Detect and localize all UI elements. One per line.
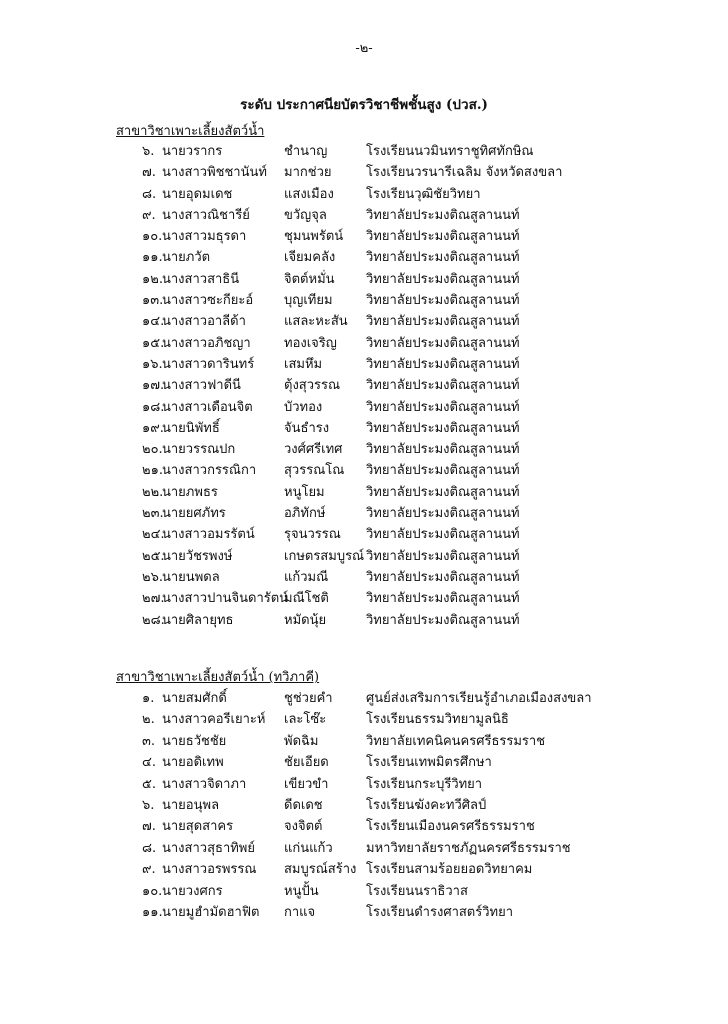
first-name: นางสาวดารินทร์	[162, 356, 255, 372]
school-name: วิทยาลัยประมงติณสูลานนท์	[366, 463, 520, 479]
first-name: นายวรากร	[162, 144, 223, 159]
last-name: จงจิตต์	[284, 819, 323, 835]
school-name: วิทยาลัยประมงติณสูลานนท์	[366, 442, 520, 458]
first-name: นางสาวมธุรดา	[162, 229, 247, 245]
item-number: ๗.	[142, 165, 156, 181]
last-name: ชุมนพรัตน์	[284, 229, 344, 245]
item-number: ๑๖.	[142, 356, 163, 372]
first-name: นางสาวอาลีด้า	[162, 314, 246, 330]
first-name: นางสาวกรรณิกา	[162, 463, 257, 479]
first-name: นางสาวปานจินดารัตน์	[162, 591, 289, 607]
school-name: โรงเรียนกระบุรีวิทยา	[366, 776, 483, 792]
school-name: วิทยาลัยประมงติณสูลานนท์	[366, 548, 520, 564]
last-name: รุจนวรรณ	[284, 527, 341, 543]
first-name: นางสาวเดือนจิต	[162, 399, 253, 415]
school-name: วิทยาลัยเทคนิคนครศรีธรรมราช	[366, 733, 546, 749]
last-name: แสละหะสัน	[284, 314, 348, 330]
first-name: นายมูฮำมัดฮาฟิต	[162, 904, 260, 920]
first-name: นายยศภัทร	[162, 506, 226, 522]
item-number: ๙.	[142, 207, 156, 223]
last-name: กาแจ	[284, 904, 316, 920]
last-name: หนูปั้น	[284, 883, 319, 899]
first-name: นายวงศกร	[162, 883, 223, 899]
item-number: ๙.	[142, 862, 156, 878]
item-number: ๑.	[142, 691, 155, 706]
school-name: วิทยาลัยประมงติณสูลานนท์	[366, 484, 520, 500]
school-name: วิทยาลัยประมงติณสูลานนท์	[366, 569, 520, 585]
school-name: โรงเรียนวรนารีเฉลิม จังหวัดสงขลา	[366, 165, 563, 181]
item-number: ๑๓.	[142, 293, 164, 309]
first-name: นางสาวอภิชญา	[162, 335, 251, 351]
page-number: -๒-	[355, 41, 373, 56]
school-name: โรงเรียนธรรมวิทยามูลนิธิ	[366, 712, 509, 728]
school-name: ศูนย์ส่งเสริมการเรียนรู้อำเภอเมืองสงขลา	[366, 691, 592, 706]
school-name: วิทยาลัยประมงติณสูลานนท์	[366, 591, 520, 607]
item-number: ๑๔.	[142, 314, 165, 330]
school-name: วิทยาลัยประมงติณสูลานนท์	[366, 229, 520, 245]
last-name: เละโซ๊ะ	[284, 712, 327, 728]
last-name: ตุ้งสุวรรณ	[284, 378, 341, 394]
item-number: ๒๖.	[142, 569, 163, 585]
school-name: วิทยาลัยประมงติณสูลานนท์	[366, 612, 520, 628]
item-number: ๒.	[142, 712, 155, 728]
last-name: ทองเจริญ	[284, 335, 337, 351]
school-name: โรงเรียนนวมินทราชูทิศทักษิณ	[366, 144, 534, 159]
school-name: วิทยาลัยประมงติณสูลานนท์	[366, 271, 520, 287]
item-number: ๘.	[142, 186, 157, 202]
first-name: นายอนุพล	[162, 797, 220, 813]
school-name: วิทยาลัยประมงติณสูลานนท์	[366, 356, 520, 372]
item-number: ๑๐.	[142, 883, 163, 899]
school-name: มหาวิทยาลัยราชภัฏนครศรีธรรมราช	[366, 840, 571, 856]
last-name: ชำนาญ	[284, 144, 328, 159]
item-number: ๖.	[142, 144, 155, 159]
last-name: มากช่วย	[284, 165, 332, 181]
last-name: ดีดเดช	[284, 797, 323, 813]
last-name: เขียวขำ	[284, 776, 329, 792]
item-number: ๒๑.	[142, 463, 163, 479]
item-number: ๑๕.	[142, 335, 165, 351]
school-name: โรงเรียนฆังคะทวีศิลป์	[366, 797, 487, 813]
last-name: ขวัญจุล	[284, 207, 327, 223]
last-name: พัดฉิม	[284, 733, 319, 749]
item-number: ๑๗.	[142, 378, 165, 394]
section-heading: สาขาวิชาเพาะเลี้ยงสัตว์น้ำ	[116, 124, 265, 139]
item-number: ๑๑.	[142, 250, 163, 266]
item-number: ๘.	[142, 840, 157, 856]
school-name: โรงเรียนเมืองนครศรีธรรมราช	[366, 819, 535, 835]
first-name: นางสาวคอรีเยาะห์	[162, 712, 266, 728]
item-number: ๑๙.	[142, 420, 164, 436]
school-name: วิทยาลัยประมงติณสูลานนท์	[366, 399, 520, 415]
item-number: ๑๑.	[142, 904, 163, 920]
school-name: วิทยาลัยประมงติณสูลานนท์	[366, 314, 520, 330]
school-name: วิทยาลัยประมงติณสูลานนท์	[366, 335, 520, 351]
last-name: วงศ์ศรีเทศ	[284, 442, 343, 458]
first-name: นายธวัชชัย	[162, 733, 227, 749]
item-number: ๒๐.	[142, 442, 163, 458]
last-name: บุญเทียม	[284, 293, 333, 309]
school-name: โรงเรียนเทพมิตรศึกษา	[366, 755, 492, 771]
first-name: นายภพธร	[162, 484, 218, 500]
first-name: นายนพดล	[162, 569, 220, 585]
first-name: นางสาวฟาดีนี	[162, 378, 241, 394]
last-name: มณีโชติ	[284, 591, 329, 607]
item-number: ๑๒.	[142, 271, 163, 287]
first-name: นางสาวจิดาภา	[162, 776, 247, 792]
school-name: วิทยาลัยประมงติณสูลานนท์	[366, 527, 520, 543]
first-name: นายอดิเทพ	[162, 755, 224, 771]
school-name: วิทยาลัยประมงติณสูลานนท์	[366, 250, 520, 266]
last-name: บัวทอง	[284, 399, 323, 415]
school-name: โรงเรียนสามร้อยยอดวิทยาคม	[366, 862, 533, 878]
last-name: แก่นแก้ว	[284, 840, 333, 856]
last-name: เจียมคลัง	[284, 250, 336, 266]
item-number: ๖.	[142, 797, 155, 813]
school-name: โรงเรียนวุฒิชัยวิทยา	[366, 186, 481, 202]
first-name: นายภวัต	[162, 250, 211, 266]
school-name: วิทยาลัยประมงติณสูลานนท์	[366, 293, 520, 309]
item-number: ๒๗.	[142, 591, 165, 607]
school-name: วิทยาลัยประมงติณสูลานนท์	[366, 378, 520, 394]
item-number: ๓.	[142, 733, 156, 749]
last-name: เกษตรสมบูรณ์	[284, 548, 365, 564]
last-name: สุวรรณโณ	[284, 463, 345, 479]
last-name: หมัดนุ้ย	[284, 612, 327, 628]
last-name: แสงเมือง	[284, 186, 334, 202]
item-number: ๔.	[142, 755, 156, 771]
first-name: นายสุดสาคร	[162, 819, 234, 835]
first-name: นางสาวสาธินี	[162, 271, 240, 287]
last-name: จิตต์หมั่น	[284, 271, 335, 287]
first-name: นายอุดมเดช	[162, 186, 233, 202]
item-number: ๒๕.	[142, 548, 165, 564]
item-number: ๒๓.	[142, 506, 164, 522]
first-name: นายนิพัทธิ์	[162, 420, 220, 436]
item-number: ๕.	[142, 776, 156, 792]
last-name: จันธำรง	[284, 420, 330, 436]
last-name: ชูช่วยคำ	[284, 691, 333, 706]
section-heading: สาขาวิชาเพาะเลี้ยงสัตว์น้ำ (ทวิภาคี)	[116, 670, 320, 685]
last-name: สมบูรณ์สร้าง	[284, 862, 357, 878]
school-name: โรงเรียนดำรงศาสตร์วิทยา	[366, 904, 514, 920]
first-name: นางสาวสุธาทิพย์	[162, 840, 255, 856]
school-name: วิทยาลัยประมงติณสูลานนท์	[366, 420, 520, 436]
school-name: โรงเรียนนราธิวาส	[366, 883, 468, 899]
item-number: ๑๐.	[142, 229, 163, 245]
first-name: นางสาวอมรรัตน์	[162, 527, 255, 543]
first-name: นางสาวอรพรรณ	[162, 862, 257, 878]
first-name: นางสาวซะกียะอ์	[162, 293, 254, 309]
first-name: นางสาวณิชารีย์	[162, 207, 250, 223]
item-number: ๒๘.	[142, 612, 165, 628]
item-number: ๑๘.	[142, 399, 165, 415]
last-name: อภิทักษ์	[284, 506, 326, 522]
page-title: ระดับ ประกาศนียบัตรวิชาชีพชั้นสูง (ปวส.)	[240, 97, 488, 113]
first-name: นายวรรณปก	[162, 442, 236, 458]
last-name: หนูโยม	[284, 484, 325, 500]
school-name: วิทยาลัยประมงติณสูลานนท์	[366, 207, 520, 223]
last-name: เสมหึม	[284, 356, 323, 372]
last-name: ชัยเอียด	[284, 755, 329, 771]
last-name: แก้วมณี	[284, 569, 329, 585]
item-number: ๒๒.	[142, 484, 164, 500]
first-name: นายวัชรพงษ์	[162, 548, 233, 564]
first-name: นางสาวพิชชานันท์	[162, 165, 267, 181]
item-number: ๗.	[142, 819, 156, 835]
first-name: นายสมศักดิ์	[162, 691, 227, 706]
school-name: วิทยาลัยประมงติณสูลานนท์	[366, 506, 520, 522]
first-name: นายศิลายุทธ	[162, 612, 234, 628]
item-number: ๒๔.	[142, 527, 165, 543]
